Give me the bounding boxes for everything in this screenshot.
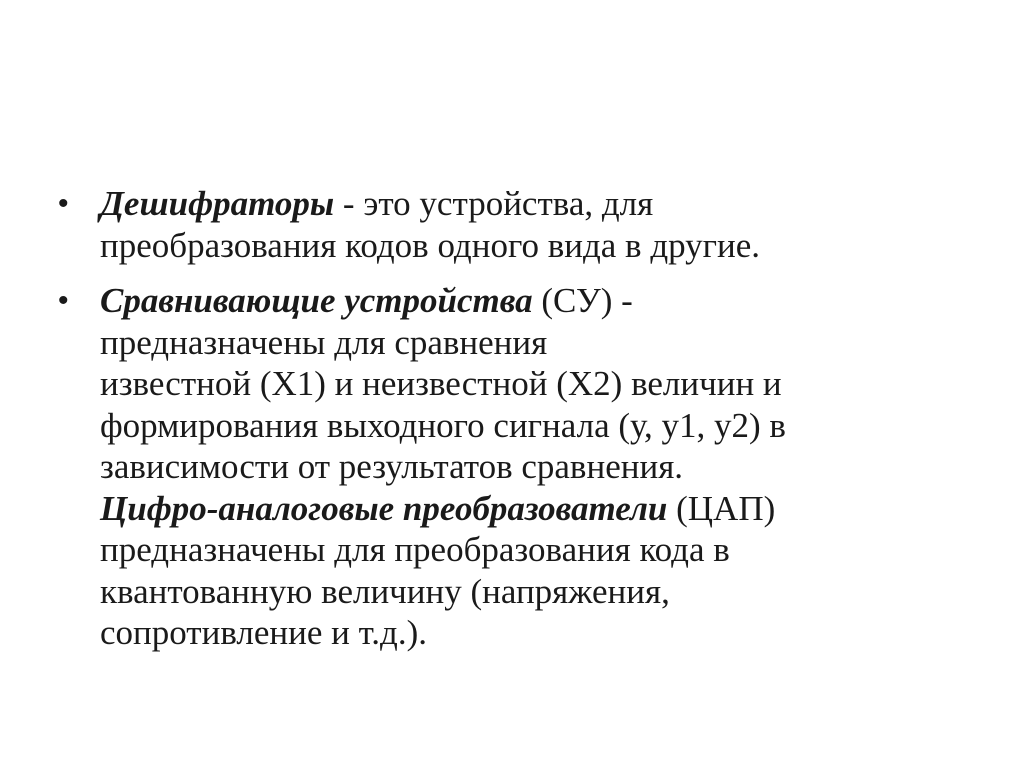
definition-text: (ЦАП) <box>667 488 776 528</box>
text-line <box>100 280 958 322</box>
text-line: сопротивление и т.д.). <box>100 613 427 652</box>
text-line: известной (Х1) и неизвестной (Х2) величин и <box>100 364 782 403</box>
bullet-item-decoders <box>58 183 958 266</box>
bullet-list <box>58 183 958 668</box>
bullet-item-comparators <box>58 280 958 654</box>
text-line: преобразования кодов одного вида в другие. <box>100 225 761 265</box>
text-line <box>100 183 958 225</box>
definition-text: - это устройства, для <box>334 184 654 223</box>
bullet-marker: • <box>58 284 69 317</box>
definition-text: (СУ) - <box>532 281 633 320</box>
term-decoders: Дешифраторы <box>100 184 335 223</box>
text-line: формирования выходного сигнала (у, у1, у2) в <box>100 405 786 445</box>
bullet-marker: • <box>58 187 69 220</box>
text-line <box>100 488 958 530</box>
text-line: предназначены для преобразования кода в <box>100 530 730 569</box>
term-comparators: Сравнивающие устройства <box>100 281 533 320</box>
text-line: зависимости от результатов сравнения. <box>100 447 684 486</box>
text-line: предназначены для сравнения <box>100 322 548 362</box>
term-dac: Цифро-аналоговые преобразователи <box>100 488 668 528</box>
text-line: квантованную величину (напряжения, <box>100 571 670 611</box>
